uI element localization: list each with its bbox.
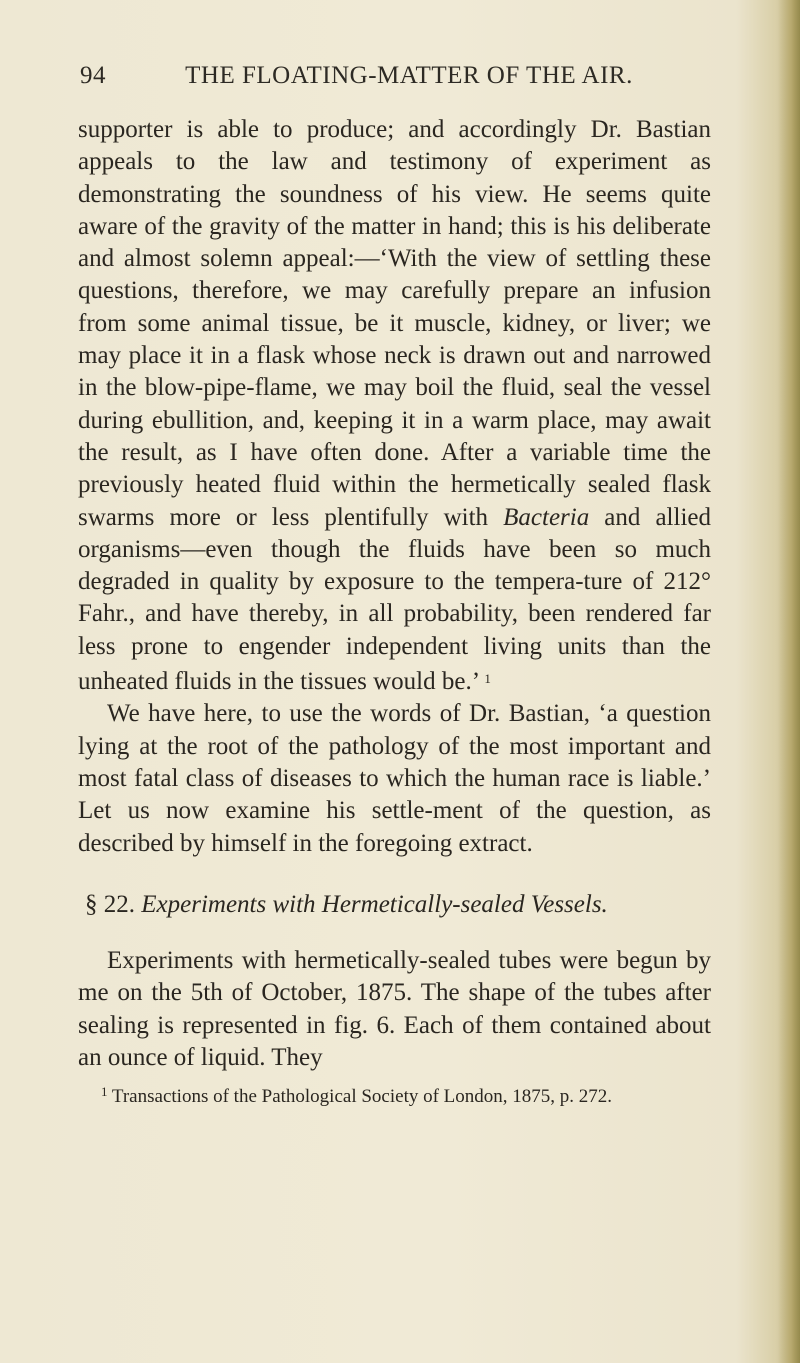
paragraph-3: Experiments with hermetically-sealed tubes were begun by me on the 5th of October, 1875. The shape of the tubes after sealing is represented in fig. 6. Each of them contained about an ounce of liquid. They (78, 947, 711, 1072)
paragraph-2: We have here, to use the words of Dr. Bastian, ‘a question lying at the root of the pathology of the most important and most fatal class of diseases to which the human race is liable.’ Let us now examine his settle-ment of the question, as described by himself in the foregoing extract. (78, 700, 711, 857)
paragraph-1-end: and allied organisms—even though the fluids have been so much degraded in quality by exposure to the tempera-ture of 212° Fahr., and have thereby, in all probability, been rendered far less prone to engender independent living units than the unheated fluids in the tissues would be.’ (78, 503, 711, 696)
section-heading (78, 889, 711, 921)
footnote-mark: 1 (101, 1084, 108, 1100)
paragraph-1-text: supporter is able to produce; and accordingly Dr. Bastian appeals to the law and testimony of experiment as demonstrating the soundness of his view. He seems quite aware of the gravity of the matter in hand; this is his deliberate and almost solemn appeal:—‘With the view of settling these questions, therefore, we may carefully prepare an infusion from some animal tissue, be it muscle, kidney, or liver; we may place it in a flask whose neck is drawn out and narrowed in the blow-pipe-flame, we may boil the fluid, seal the vessel during ebullition, and, keeping it in a warm place, may await the result, as I have often done. After a variable time the previously heated fluid within the hermetically sealed flask swarms more or less plentifully with (78, 116, 711, 531)
bacteria-italic: Bacteria (503, 503, 590, 531)
footnote-reference: 1 (484, 671, 491, 687)
page-edge-shadow (778, 0, 800, 1363)
footnote-text: Transactions of the Pathological Society of London, 1875, p. 272. (111, 1086, 613, 1108)
paragraph-1 (78, 114, 711, 698)
page-number: 94 (80, 62, 106, 89)
section-number: § 22. (85, 890, 135, 918)
section-title: Experiments with Hermetically-sealed Vessels. (141, 890, 608, 918)
footnote (78, 1079, 711, 1109)
body-text (78, 114, 711, 1109)
running-title: THE FLOATING-MATTER OF THE AIR. (185, 62, 633, 89)
running-head (80, 62, 720, 102)
